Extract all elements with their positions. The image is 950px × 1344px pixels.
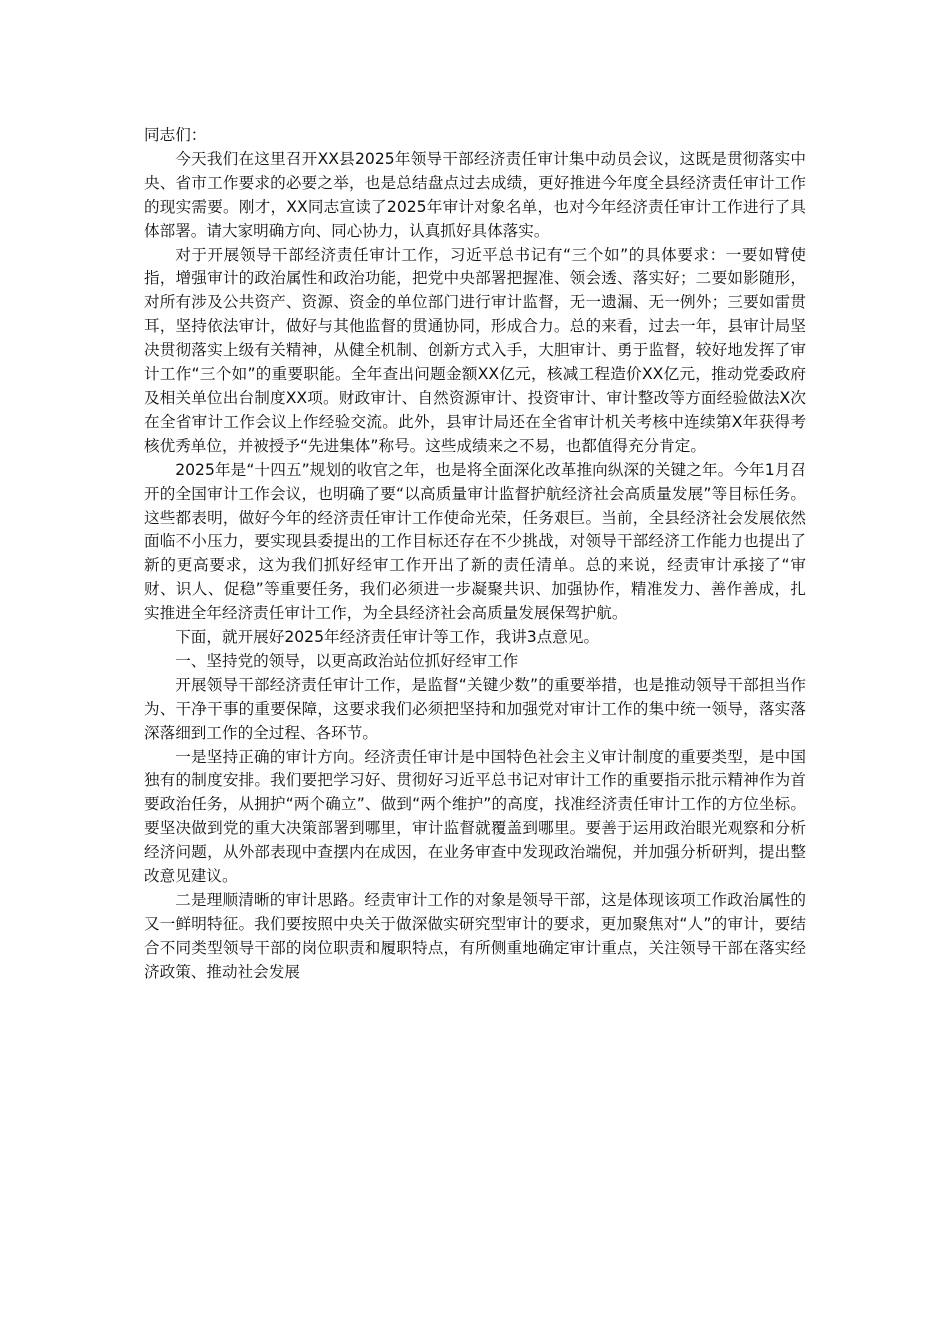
paragraph-section-1-intro: 开展领导干部经济责任审计工作，是监督“关键少数”的重要举措，也是推动领导干部担当作为、干净干事的重要保障，这要求我们必须把坚持和加强党对审计工作的集中统一领导，落实落深落细到工作的全过程、各环节。 [144, 675, 806, 742]
section-heading-1: 一、坚持党的领导，以更高政治站位抓好经审工作 [175, 651, 519, 670]
paragraph-achievements: 对于开展领导干部经济责任审计工作，习近平总书记有“三个如”的具体要求：一要如臂使指，增强审计的政治属性和政治功能，把党中央部署把握准、领会透、落实好；二要如影随形，对所有涉及公共资产、资源、资金的单位部门进行审计监督，无一遗漏、无一例外；三要如雷贯耳，坚持依法审计，做好与其他监督的贯通协同，形成合力。总的来看，过去一年，县审计局坚决贯彻落实上级有关精神，从健全机制、创新方式入手，大胆审计、勇于监督，较好地发挥了审计工作“三个如”的重要职能。全年查出问题金额XX亿元，核减工程造价XX亿元，推动党委政府及相关单位出台制度XX项。财政审计、自然资源审计、投资审计、审计整改等方面经验做法X次在全省审计工作会议上作经验交流。此外，县审计局还在全省审计机关考核中连续第X年获得考核优秀单位，并被授予“先进集体”称号。这些成绩来之不易，也都值得充分肯定。 [144, 245, 806, 455]
paragraph-situation: 2025年是“十四五”规划的收官之年，也是将全面深化改革推向纵深的关键之年。今年1月召开的全国审计工作会议，也明确了要“以高质量审计监督护航经济社会高质量发展”等目标任务。这些都表明，做好今年的经济责任审计工作使命光荣，任务艰巨。当前，全县经济社会发展依然面临不小压力，要实现县委提出的工作目标还存在不少挑战，对领导干部经济工作能力也提出了新的更高要求，这为我们抓好经审工作开出了新的责任清单。总的来说，经责审计承接了“审财、识人、促稳”等重要任务，我们必须进一步凝聚共识、加强协作，精准发力、善作善成，扎实推进全年经济责任审计工作，为全县经济社会高质量发展保驾护航。 [144, 460, 806, 623]
paragraph-transition: 下面，就开展好2025年经济责任审计等工作，我讲3点意见。 [175, 628, 600, 647]
paragraph-opening: 今天我们在这里召开XX县2025年领导干部经济责任审计集中动员会议，这既是贯彻落实中央、省市工作要求的必要之举，也是总结盘点过去成绩，更好推进今年度全县经济责任审计工作的现实需要。刚才，XX同志宣读了2025年审计对象名单，也对今年经济责任审计工作进行了具体部署。请大家明确方向、同心协力，认真抓好具体落实。 [144, 149, 806, 240]
paragraph-point-1: 一是坚持正确的审计方向。经济责任审计是中国特色社会主义审计制度的重要类型，是中国独有的制度安排。我们要把学习好、贯彻好习近平总书记对审计工作的重要指示批示精神作为首要政治任务，从拥护“两个确立”、做到“两个维护”的高度，找准经济责任审计工作的方位坐标。要坚决做到党的重大决策部署到哪里，审计监督就覆盖到哪里。要善于运用政治眼光观察和分析经济问题，从外部表现中查摆内在成因，在业务审查中发现政治端倪，并加强分析研判，提出整改意见建议。 [144, 747, 806, 886]
salutation: 同志们： [144, 126, 207, 144]
paragraph-point-2: 二是理顺清晰的审计思路。经责审计工作的对象是领导干部，这是体现该项工作政治属性的又一鲜明特征。我们要按照中央关于做深做实研究型审计的要求，更加聚焦对“人”的审计，要结合不同类型领导干部的岗位职责和履职特点，有所侧重地确定审计重点，关注领导干部在落实经济政策、推动社会发展 [144, 891, 806, 981]
document-body [144, 124, 806, 985]
